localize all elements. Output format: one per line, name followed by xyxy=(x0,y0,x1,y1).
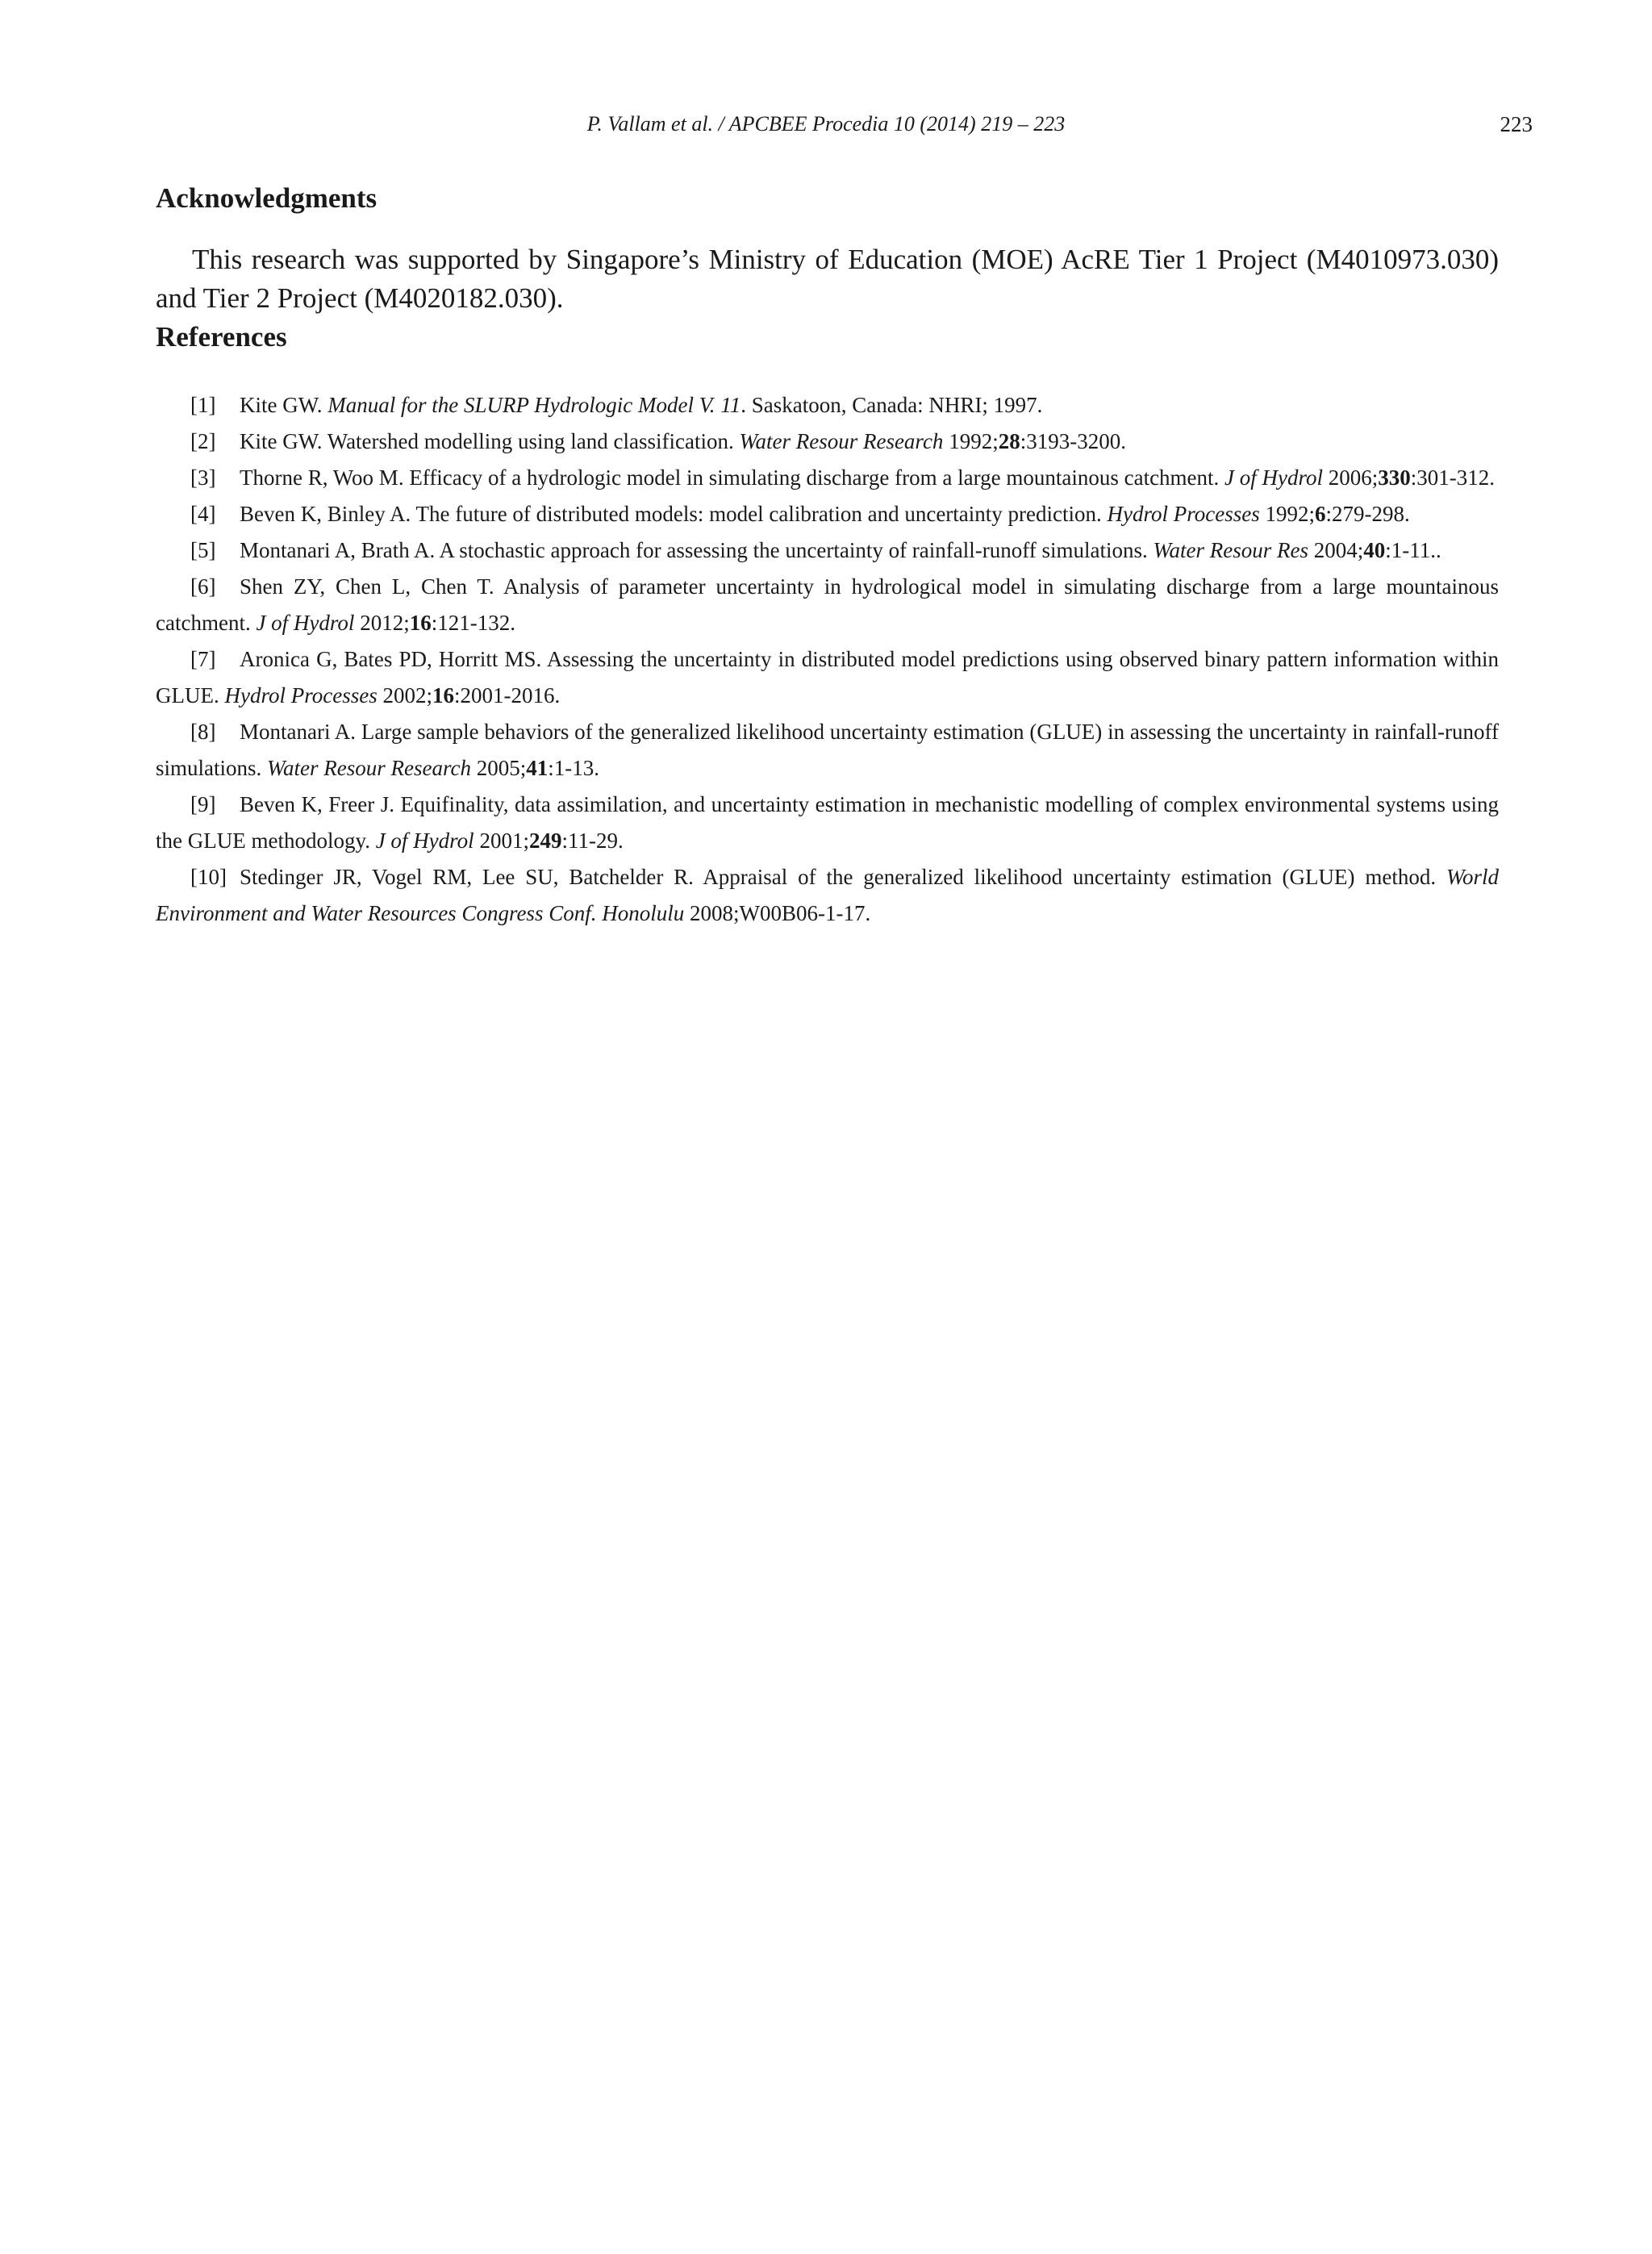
reference-volume: 40 xyxy=(1363,538,1386,562)
reference-text: Stedinger JR, Vogel RM, Lee SU, Batchelder R. Appraisal of the generalized likelihood uncertainty estimation (GLUE) method. xyxy=(240,865,1446,889)
reference-text: Beven K, Binley A. The future of distributed models: model calibration and uncertainty prediction. xyxy=(240,502,1108,526)
reference-pages: :121-132. xyxy=(431,611,515,635)
reference-text: Kite GW. Watershed modelling using land classification. xyxy=(240,429,740,453)
reference-year: 2001; xyxy=(473,829,529,853)
reference-pages: :2001-2016. xyxy=(453,683,561,708)
reference-item xyxy=(156,859,1499,932)
page-number: 223 xyxy=(1500,112,1533,136)
reference-year: 2002; xyxy=(377,683,432,708)
reference-source: Water Resour Research xyxy=(267,756,471,780)
reference-pages: :3193-3200. xyxy=(1020,429,1126,453)
reference-pages: :279-298. xyxy=(1325,502,1410,526)
reference-number: [7] xyxy=(190,647,216,671)
reference-item xyxy=(156,569,1499,641)
reference-text: Montanari A. Large sample behaviors of the generalized likelihood uncertainty estimation (GLUE) in assessing the uncertainty in rainfall-runoff simulations. xyxy=(156,720,1499,780)
reference-text: Kite GW. xyxy=(240,393,328,417)
reference-volume: 16 xyxy=(409,611,432,635)
reference-pages: :301-312. xyxy=(1410,465,1496,490)
reference-year: 1992; xyxy=(1259,502,1315,526)
reference-pages: :11-29. xyxy=(561,829,624,853)
reference-pages: :1-11.. xyxy=(1385,538,1441,562)
reference-source: Hydrol Processes xyxy=(1107,502,1260,526)
reference-number: [9] xyxy=(190,792,216,816)
reference-number: [1] xyxy=(190,393,216,417)
reference-source: Manual for the SLURP Hydrologic Model V. 11 xyxy=(327,393,741,417)
reference-number: [5] xyxy=(190,538,216,562)
reference-number: [4] xyxy=(190,502,216,526)
page-content xyxy=(156,179,1499,932)
reference-number: [3] xyxy=(190,465,216,490)
reference-year: 2004; xyxy=(1308,538,1364,562)
reference-text: Thorne R, Woo M. Efficacy of a hydrologic model in simulating discharge from a large mountainous catchment. xyxy=(240,465,1225,490)
acknowledgments-text: This research was supported by Singapore’s Ministry of Education (MOE) AcRE Tier 1 Project (M4010973.030) and Tier 2 Project (M4020182.030). xyxy=(156,244,1499,314)
reference-number: [8] xyxy=(190,720,216,744)
reference-item xyxy=(156,460,1499,496)
reference-text: Shen ZY, Chen L, Chen T. Analysis of parameter uncertainty in hydrological model in simulating discharge from a large mountainous catchment. xyxy=(156,574,1499,635)
reference-volume: 28 xyxy=(998,429,1020,453)
reference-year: 1992; xyxy=(943,429,999,453)
reference-year: 2005; xyxy=(470,756,527,780)
reference-source: J of Hydrol xyxy=(375,829,474,853)
reference-item xyxy=(156,387,1499,424)
references-heading: References xyxy=(156,321,287,353)
reference-volume: 41 xyxy=(526,756,549,780)
acknowledgments-heading: Acknowledgments xyxy=(156,182,378,214)
reference-volume: 330 xyxy=(1378,465,1411,490)
reference-item xyxy=(156,496,1499,532)
reference-volume: 249 xyxy=(528,829,562,853)
reference-source: Water Resour Res xyxy=(1153,538,1308,562)
running-header xyxy=(0,110,1652,139)
reference-pages: :1-13. xyxy=(548,756,599,780)
reference-year: 2012; xyxy=(354,611,410,635)
running-title: P. Vallam et al. / APCBEE Procedia 10 (2014) 219 – 223 xyxy=(586,112,1066,136)
reference-list xyxy=(156,387,1499,932)
reference-number: [10] xyxy=(190,865,227,889)
reference-item xyxy=(156,532,1499,569)
reference-source: World Environment and Water Resources Congress Conf. Honolulu xyxy=(156,865,1499,925)
reference-text: Montanari A, Brath A. A stochastic approach for assessing the uncertainty of rainfall-runoff simulations. xyxy=(240,538,1153,562)
reference-source: J of Hydrol xyxy=(256,611,355,635)
reference-item xyxy=(156,714,1499,787)
reference-item xyxy=(156,641,1499,714)
reference-item xyxy=(156,787,1499,859)
reference-item xyxy=(156,424,1499,460)
reference-volume: 16 xyxy=(432,683,454,708)
reference-source: Water Resour Research xyxy=(739,429,944,453)
reference-number: [6] xyxy=(190,574,216,599)
reference-year: . Saskatoon, Canada: NHRI; 1997. xyxy=(740,393,1043,417)
reference-year: 2008;W00B06-1-17. xyxy=(684,901,871,925)
reference-text: Aronica G, Bates PD, Horritt MS. Assessing the uncertainty in distributed model predictions using observed binary pattern information within GLUE. xyxy=(156,647,1499,708)
reference-volume: 6 xyxy=(1314,502,1326,526)
reference-source: Hydrol Processes xyxy=(224,683,378,708)
reference-number: [2] xyxy=(190,429,216,453)
reference-source: J of Hydrol xyxy=(1224,465,1324,490)
reference-year: 2006; xyxy=(1323,465,1379,490)
reference-text: Beven K, Freer J. Equifinality, data assimilation, and uncertainty estimation in mechanistic modelling of complex environmental systems using the GLUE methodology. xyxy=(156,792,1499,853)
